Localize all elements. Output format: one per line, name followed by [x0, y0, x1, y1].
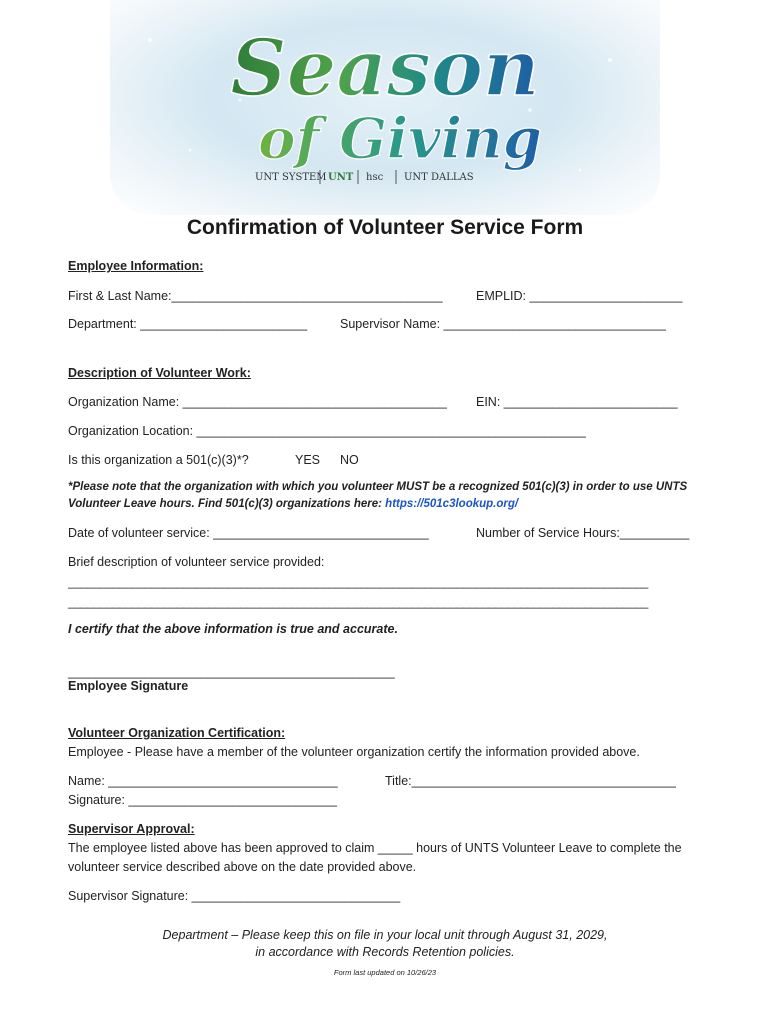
department-field[interactable]: Department: ________________________: [68, 317, 308, 331]
season-of-giving-banner: [110, 0, 660, 215]
employee-info-heading: Employee Information:: [68, 259, 204, 273]
supervisor-name-field[interactable]: Supervisor Name: ________________________________: [340, 317, 666, 331]
footer-line-1: Department – Please keep this on file in your local unit through August 31, 2029,: [162, 928, 608, 942]
date-of-service-field[interactable]: Date of volunteer service: _______________________________: [68, 526, 429, 540]
employee-signature-line[interactable]: _______________________________________________: [68, 665, 395, 679]
season-of-giving-logo: [110, 0, 660, 215]
no-option[interactable]: NO: [340, 453, 359, 467]
employee-signature-label: Employee Signature: [68, 679, 189, 693]
org-certification-text: Employee - Please have a member of the volunteer organization certify the information provided above.: [68, 745, 640, 759]
supervisor-approval-text-2: volunteer service described above on the date provided above.: [68, 860, 417, 874]
org-name-field[interactable]: Name: _________________________________: [68, 774, 338, 788]
supervisor-approval-text-1: The employee listed above has been approved to claim _____ hours of UNTS Volunteer Leave to complete the: [68, 841, 682, 855]
service-hours-field[interactable]: Number of Service Hours:__________: [476, 526, 690, 540]
logo-season-text: Season: [230, 23, 540, 114]
note-line-2-text: Volunteer Leave hours. Find 501(c)(3) organizations here:: [68, 498, 386, 510]
footer-line-2: in accordance with Records Retention policies.: [255, 945, 515, 959]
ein-field[interactable]: EIN: _________________________: [476, 395, 678, 409]
description-heading: Description of Volunteer Work:: [68, 366, 251, 380]
supervisor-signature-field[interactable]: Supervisor Signature: ______________________________: [68, 889, 401, 903]
organization-location-field[interactable]: Organization Location: ________________________________________________________: [68, 424, 586, 438]
institution-hsc: hsc: [366, 172, 384, 183]
brief-description-label: Brief description of volunteer service provided:: [68, 555, 325, 569]
note-line-1: *Please note that the organization with which you volunteer MUST be a recognized 501(c)(3) in order to use UNTS: [68, 481, 688, 493]
org-certification-heading: Volunteer Organization Certification:: [68, 726, 286, 740]
institution-unt-dallas: UNT DALLAS: [404, 172, 474, 183]
note-line-2: [68, 499, 518, 511]
org-title-field[interactable]: Title:______________________________________: [385, 774, 676, 788]
yes-option[interactable]: YES: [295, 453, 321, 467]
org-signature-field[interactable]: Signature: ______________________________: [68, 793, 338, 807]
description-line-1[interactable]: ___________________________________________________________________________________________: [68, 575, 649, 589]
is-501c3-question: Is this organization a 501(c)(3)*?: [68, 453, 249, 467]
institution-unt: UNT: [328, 172, 354, 183]
institution-unt-system: UNT SYSTEM: [255, 172, 327, 183]
first-last-name-field[interactable]: First & Last Name:_______________________________________: [68, 289, 443, 303]
organization-name-field[interactable]: Organization Name: ______________________________________: [68, 395, 447, 409]
emplid-field[interactable]: EMPLID: ______________________: [476, 289, 683, 303]
page-title: Confirmation of Volunteer Service Form: [186, 216, 584, 239]
logo-giving-text: of Giving: [258, 106, 542, 172]
501c3-lookup-link[interactable]: https://501c3lookup.org/: [385, 498, 519, 510]
certify-statement: I certify that the above information is true and accurate.: [68, 622, 398, 636]
description-line-2[interactable]: ___________________________________________________________________________________________: [68, 595, 649, 609]
supervisor-approval-heading: Supervisor Approval:: [68, 822, 195, 836]
last-updated-note: Form last updated on 10/26/23: [333, 968, 437, 977]
